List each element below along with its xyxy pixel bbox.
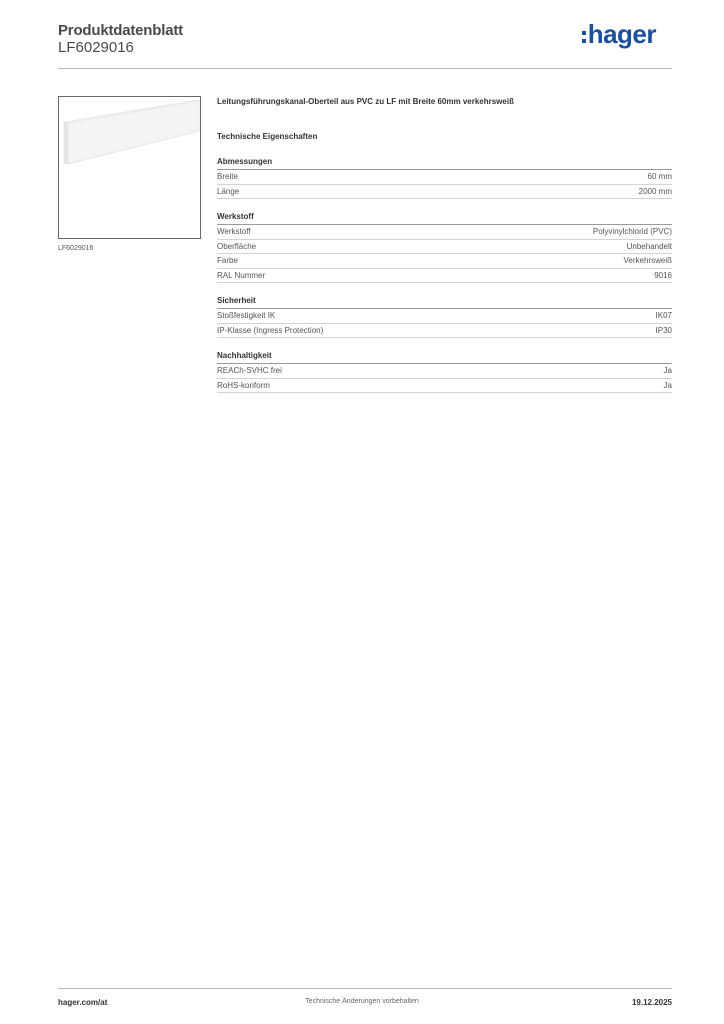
property-value: Ja xyxy=(663,366,672,375)
property-label: Werkstoff xyxy=(217,227,251,236)
hager-logo xyxy=(582,20,656,48)
property-section xyxy=(217,156,672,199)
product-details xyxy=(217,96,672,393)
property-label: Breite xyxy=(217,172,238,181)
property-value: 9016 xyxy=(654,270,672,280)
footer-website: hager.com/at xyxy=(58,998,108,1007)
properties-sections xyxy=(217,156,672,393)
logo-wordmark: hager xyxy=(587,19,656,49)
property-value: Verkehrsweiß xyxy=(623,256,672,265)
property-label: RoHS-konform xyxy=(217,380,270,390)
property-label: Oberfläche xyxy=(217,241,257,251)
property-label: Länge xyxy=(217,186,240,196)
property-row xyxy=(217,269,672,284)
property-value: 2000 mm xyxy=(638,186,672,196)
property-row xyxy=(217,324,672,339)
product-image xyxy=(58,96,201,239)
property-label: IP-Klasse (Ingress Protection) xyxy=(217,325,324,335)
section-title: Abmessungen xyxy=(217,156,672,170)
property-value: IK07 xyxy=(655,311,672,320)
property-row xyxy=(217,254,672,269)
footer-note: Technische Änderungen vorbehalten xyxy=(305,998,419,1005)
logo-dots-icon xyxy=(582,31,586,43)
property-row xyxy=(217,309,672,324)
property-value: IP30 xyxy=(655,325,672,335)
footer-date: 19.12.2025 xyxy=(631,998,672,1007)
property-section xyxy=(217,295,672,338)
property-row xyxy=(217,225,672,240)
property-value: Polyvinylchlorid (PVC) xyxy=(592,227,672,236)
page-header xyxy=(58,20,672,68)
document-title: Produktdatenblatt xyxy=(58,22,183,39)
properties-heading: Technische Eigenschaften xyxy=(217,132,318,141)
property-label: Stoßfestigkeit IK xyxy=(217,311,276,320)
property-value: Unbehandelt xyxy=(626,241,672,251)
cable-duct-cover-illustration xyxy=(59,97,200,238)
property-value: 60 mm xyxy=(647,172,672,181)
property-label: Farbe xyxy=(217,256,238,265)
product-description: Leitungsführungskanal-Oberteil aus PVC zu LF mit Breite 60mm verkehrsweiß xyxy=(217,97,514,106)
footer-divider xyxy=(58,988,672,989)
header-divider xyxy=(58,68,672,69)
section-title: Sicherheit xyxy=(217,295,672,309)
property-row xyxy=(217,379,672,394)
section-title: Nachhaltigkeit xyxy=(217,350,672,364)
property-row xyxy=(217,170,672,185)
property-label: REACh-SVHC frei xyxy=(217,366,282,375)
property-section xyxy=(217,211,672,283)
property-row xyxy=(217,185,672,200)
product-code: LF6029016 xyxy=(58,39,134,56)
property-value: Ja xyxy=(663,380,672,390)
property-row xyxy=(217,240,672,255)
property-label: RAL Nummer xyxy=(217,270,266,280)
section-title: Werkstoff xyxy=(217,211,672,225)
property-row xyxy=(217,364,672,379)
property-section xyxy=(217,350,672,393)
image-caption: LF6029016 xyxy=(58,245,94,252)
